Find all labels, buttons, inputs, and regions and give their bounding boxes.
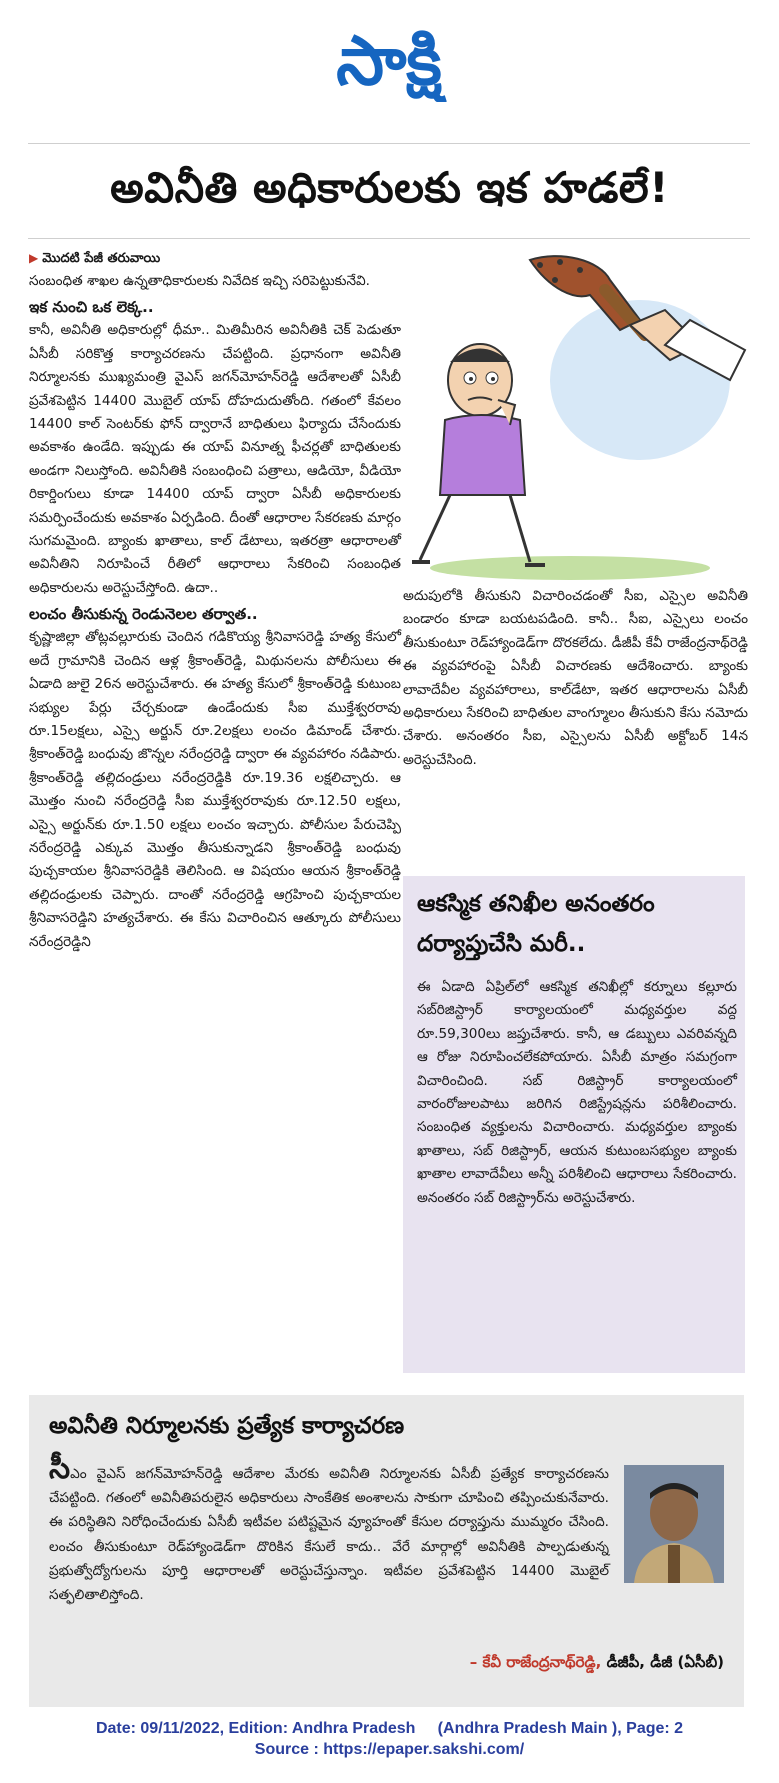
triangle-arrow-icon: ▶ bbox=[29, 251, 39, 265]
masthead bbox=[0, 12, 779, 102]
signature-dash: – bbox=[469, 1653, 478, 1671]
bottom-box bbox=[29, 1395, 744, 1707]
sakshi-logo bbox=[0, 12, 779, 102]
continued-label bbox=[29, 247, 401, 270]
bottom-box-text: ఎం వైఎస్ జగన్‌మోహన్‌రెడ్డి ఆదేశాల మేరకు అవినీతి నిర్మూలనకు ఏసీబీ ప్రత్యేక కార్యాచరణను చేపట్టింది. గతంలో అవినీతిపరులైన అధికారులు సాంకేతిక అంశాలను సాకుగా చూపించి తప్పించుకునేవారు. ఈ పరిస్థితిని నిరోధించేందుకు ఏసీబీ ఇటీవల పటిష్టమైన వ్యూహంతో కేసుల దర్యాప్తును ముమ్మరం చేసింది. లంచం తీసుకుంటూ రెడ్‌హ్యాండెడ్‌గా దొరికిన కేసులే కాదు.. వేరే మార్గాల్లో అవినీతికి పాల్పడుతున్న ప్రభుత్వోద్యోగులను పూర్తి ఆధారాలతో అరెస్టుచేస్తున్నాం. ఇటీవల ప్రవేశపెట్టిన 14400 మొబైల్ సత్ఫలితాలిస్తోంది. bbox=[49, 1466, 609, 1604]
footer bbox=[0, 1718, 779, 1760]
subheading-2: లంచం తీసుకున్న రెండునెలల తర్వాత.. bbox=[29, 605, 258, 624]
right-column bbox=[403, 585, 748, 772]
cartoon-illustration bbox=[400, 250, 750, 580]
headline: అవినీతి అధికారులకు ఇక హడలే! bbox=[110, 163, 669, 212]
intro-paragraph: సంబంధిత శాఖల ఉన్నతాధికారులకు నివేదిక ఇచ్చి సరిపెట్టుకునేవి. bbox=[29, 273, 370, 289]
body-paragraph-2: కృష్ణాజిల్లా తోట్లవల్లూరుకు చెందిన గడికొయ్య శ్రీనివాసరెడ్డి హత్య కేసులో అదే గ్రామానికి చెందిన ఆళ్ల శ్రీకాంత్‌రెడ్డి, మిథునలను పోలీసులు ఈ ఏడాది జులై 26న అరెస్టుచేశారు. ఈ హత్య కేసులో శ్రీకాంత్‌రెడ్డి కుటుంబ సభ్యుల పేర్లు చేర్చకుండా ఉండేందుకు సీఐ ముక్తేశ్వరరావు రూ.15లక్షలు, ఎస్సై అర్జున్ రూ.2లక్షలు లంచం డిమాండ్ చేశారు. శ్రీకాంత్‌రెడ్డి బంధువు జొన్నల నరేంద్రరెడ్డి ద్వారా ఈ వ్యవహారం నడిపారు. శ్రీకాంత్‌రెడ్డి తల్లిదండ్రులు నరేంద్రరెడ్డికి రూ.19.36 లక్షలిచ్చారు. ఆ మొత్తం నుంచి నరేంద్రరెడ్డి సీఐ ముక్తేశ్వరరావుకు రూ.12.50 లక్షలు, ఎస్సై అర్జున్‌కు రూ.1.50 లక్షలు లంచం ఇచ్చారు. పోలీసుల పేరుచెప్పి నరేంద్రరెడ్డి ఎక్కువ మొత్తం తీసుకున్నాడని శ్రీకాంత్‌రెడ్డి బంధువు పుచ్చకాయల శ్రీనివాసరెడ్డికి తెలిసింది. ఆ విషయం ఆయన శ్రీకాంత్‌రెడ్డి తల్లిదండ్రులకు చెప్పారు. దాంతో నరేంద్రరెడ్డి ఆగ్రహించి పుచ్చకాయల శ్రీనివాసరెడ్డిని హత్యచేశారు. ఈ కేసు విచారించిన ఆత్కూరు పోలీసులు నరేంద్రరెడ్డిని bbox=[29, 629, 401, 950]
top-divider bbox=[28, 143, 750, 144]
right-body-paragraph: అదుపులోకి తీసుకుని విచారించడంతో సీఐ, ఎస్సైల అవినీతి బండారం కూడా బయటపడింది. కానీ.. సీఐ, ఎస్సైలు లంచం తీసుకుంటూ రెడ్‌హ్యాండెడ్‌గా దొరకలేదు. డీజీపీ కేవీ రాజేంద్రనాథ్‌రెడ్డి ఈ వ్యవహారంపై ఏసీబీ విచారణకు ఆదేశించారు. బ్యాంకు లావాదేవీల వ్యవహారాలు, కాల్‌డేటా, ఇతర ఆధారాలను ఏసీబీ అధికారులు సేకరించి బాధితుల వాంగ్మూలం తీసుకుని కేసు నమోదు చేశారు. అనంతరం సీఐ, ఎస్సైలను ఏసీబీ అక్టోబర్ 14న అరెస్టుచేసింది. bbox=[403, 588, 748, 768]
signature-name: కేవీ రాజేంద్రనాథ్‌రెడ్డి, bbox=[482, 1653, 602, 1671]
signature-role: డీజీపీ, డీజీ (ఏసీబీ) bbox=[606, 1653, 724, 1671]
left-column bbox=[29, 247, 401, 954]
sidebar-box bbox=[403, 876, 745, 1373]
logo-text: సాక్షి bbox=[336, 22, 442, 101]
dropcap: సీ bbox=[49, 1451, 71, 1486]
headline-divider bbox=[28, 238, 750, 239]
continued-text: మొదటి పేజీ తరువాయి bbox=[42, 251, 161, 266]
official-photo bbox=[624, 1465, 724, 1583]
man-figure bbox=[412, 344, 545, 565]
bottom-box-title: అవినీతి నిర్మూలనకు ప్రత్యేక కార్యాచరణ bbox=[49, 1413, 405, 1439]
signature bbox=[470, 1653, 724, 1675]
footer-source: Source : https://epaper.sakshi.com/ bbox=[254, 1741, 525, 1758]
sidebar-box-body: ఈ ఏడాది ఏప్రిల్‌లో ఆకస్మిక తనిఖీల్లో కర్నూలు కల్లూరు సబ్‌రిజిస్ట్రార్ కార్యాలయంలో మధ్యవర్తుల వద్ద రూ.59,300లు జప్తుచేశారు. కానీ, ఆ డబ్బులు ఎవరివన్నది ఆ రోజు నిరూపించలేకపోయారు. ఏసీబీ మాత్రం సమగ్రంగా విచారించింది. సబ్ రిజిస్ట్రార్ కార్యాలయంలో వారంరోజులపాటు జరిగిన రిజిస్ట్రేషన్లను పరిశీలించారు. సంబంధిత వ్యక్తులను విచారించారు. మధ్యవర్తుల బ్యాంకు ఖాతాలు, సబ్ రిజిస్ట్రార్, ఆయన కుటుంబసభ్యుల బ్యాంకు ఖాతాల లావాదేవీలు అన్నీ పరిశీలించి ఆధారాలు సేకరించారు. అనంతరం సబ్ రిజిస్ట్రార్‌ను అరెస్టుచేశారు. bbox=[417, 979, 737, 1206]
footer-date-edition: Date: 09/11/2022, Edition: Andhra Pradesh (Andhra Pradesh Main ), Page: 2 bbox=[95, 1720, 684, 1737]
body-paragraph-1: కానీ, అవినీతి అధికారుల్లో ధీమా.. మితిమీరిన అవినీతికి చెక్ పెడుతూ ఏసీబీ సరికొత్త కార్యాచరణను చేపట్టింది. ప్రధానంగా అవినీతి నిర్మూలనకు ముఖ్యమంత్రి వైఎస్ జగన్‌మోహన్‌రెడ్డి ఆదేశాలతో ఏసీబీ ప్రవేశపెట్టిన 14400 మొబైల్ యాప్ దోహదుదుతోంది. గతంలో కేవలం 14400 కాల్ సెంటర్‌కు ఫోన్ ద్వారానే బాధితులు ఫిర్యాదు చేసేందుకు అవకాశం ఉండేది. ఇప్పుడు ఈ యాప్ వినూత్న ఫీచర్లతో బాధితులకు అండగా నిలుస్తోంది. అవినీతికి సంబంధించి పత్రాలు, ఆడియో, వీడియో రికార్డింగులు కూడా 14400 యాప్ ద్వారా ఏసీబీ అధికారులకు సమర్పించేందుకు అవకాశం ఏర్పడింది. దీంతో ఆధారాల సేకరణకు మార్గం సుగమమైంది. బ్యాంకు ఖాతాలు, కాల్ డేటాలు, ఇతరత్రా ఆధారాలతో అవినీతిని నిరూపించే రీతిలో ఆధారాలు సేకరించి సంబంధిత అధికారులను అరెస్టుచేస్తోంది. ఉదా.. bbox=[29, 322, 401, 596]
sidebar-box-title: ఆకస్మిక తనిఖీల అనంతరం దర్యాప్తుచేసి మరీ.. bbox=[417, 891, 655, 957]
subheading-1: ఇక నుంచి ఒక లెక్క.. bbox=[29, 298, 154, 317]
bottom-box-body bbox=[49, 1451, 609, 1607]
